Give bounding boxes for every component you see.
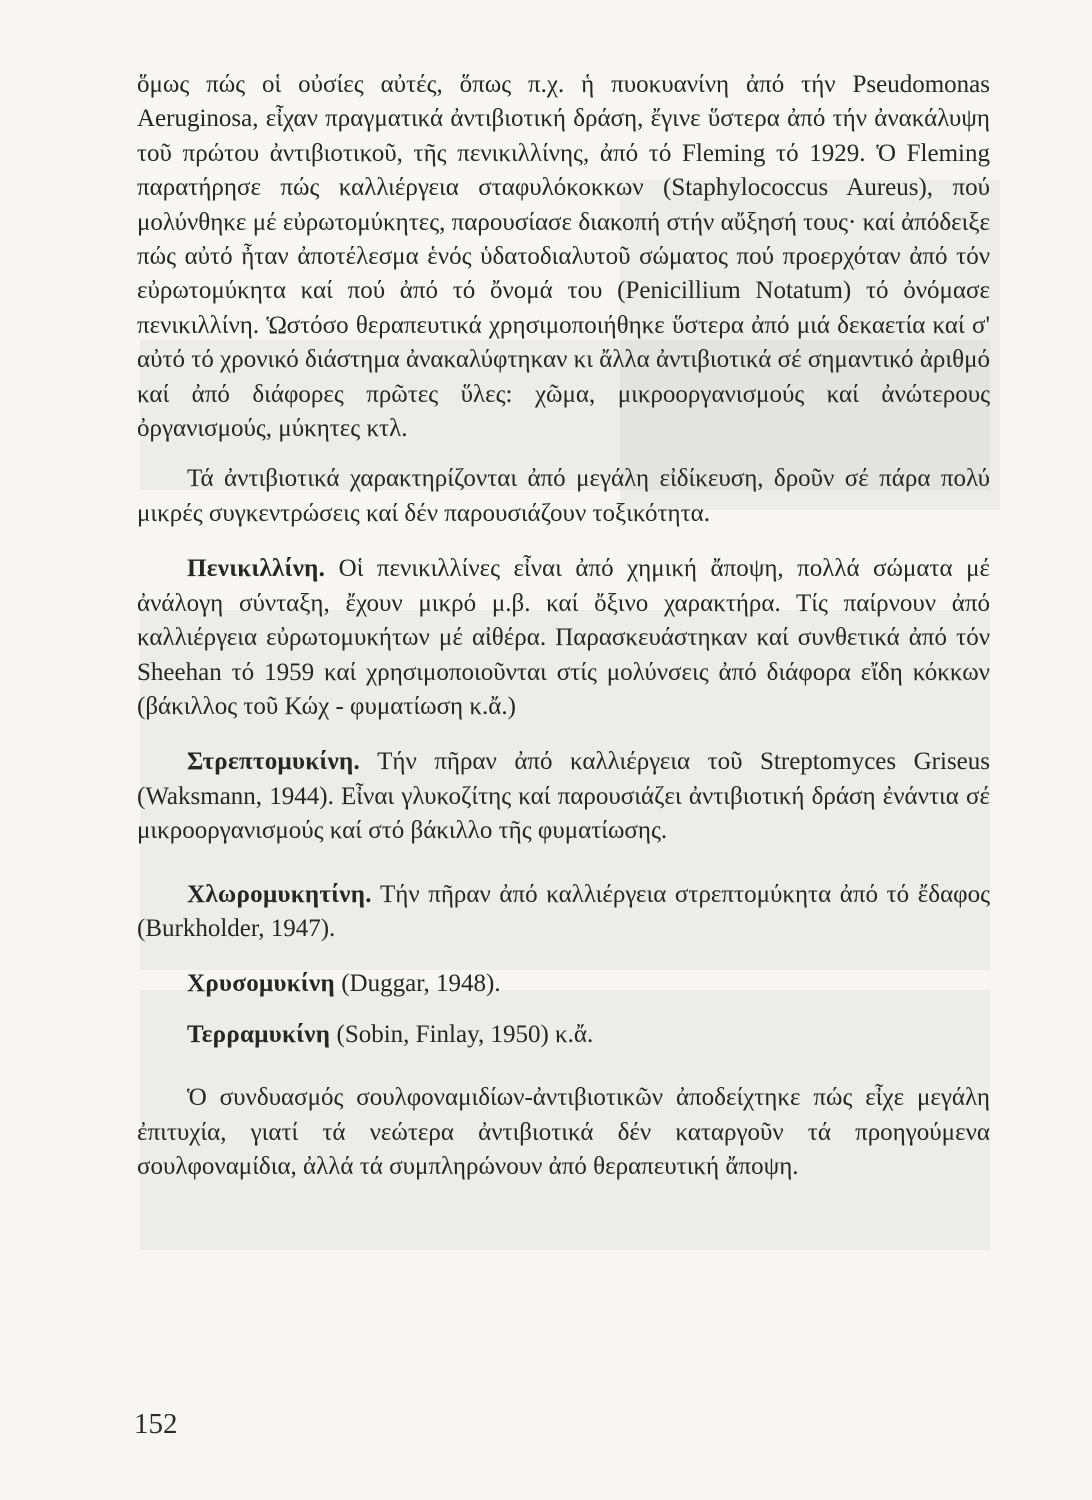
term-heading: Στρεπτομυκίνη. (187, 748, 361, 776)
paragraph-chloromycetin (137, 878, 990, 947)
paragraph-text: Τά ἀντιβιοτικά χαρακτηρίζονται ἀπό μεγάλη εἰδίκευση, δροῦν σέ πάρα πολύ μικρές συγκεντρώσεις καί δέν παρουσιάζουν τοξικότητα. (137, 465, 990, 527)
paragraph-text: (Sobin, Finlay, 1950) κ.ἄ. (330, 1020, 594, 1048)
paragraph-text: Τήν πῆραν ἀπό καλλιέργεια στρεπτομύκητα ἀπό τό ἔδαφος (Burkholder, 1947). (137, 880, 990, 942)
text-column (137, 68, 990, 1184)
term-heading: Τερραμυκίνη (187, 1020, 331, 1048)
paragraph-intro (137, 68, 990, 446)
page-number: 152 (134, 1408, 178, 1440)
paragraph-aureomycin (137, 967, 990, 1001)
paragraph-text: (Duggar, 1948). (334, 970, 501, 998)
paragraph-streptomycin (137, 745, 990, 848)
term-heading: Χλωρομυκητίνη. (187, 880, 372, 908)
term-heading: Πενικιλλίνη. (187, 555, 326, 583)
paragraph-text: Οἱ πενικιλλίνες εἶναι ἀπό χημική ἄποψη, πολλά σώματα μέ ἀνάλογη σύνταξη, ἔχουν μικρό μ.β. καί ὄξινο χαρακτήρα. Τίς παίρνουν ἀπό καλλιέργεια εὐρωτομυκήτων μέ αἰθέρα. Παρασκευάστηκαν καί συνθετικά ἀπό τόν Sheehan τό 1959 καί χρησιμοποιοῦνται στίς μολύνσεις ἀπό διάφορα εἴδη κόκκων (βάκιλλος τοῦ Κώχ - φυματίωση κ.ἄ.) (137, 555, 990, 720)
term-heading: Χρυσομυκίνη (187, 970, 335, 998)
paragraph-terramycin (137, 1018, 990, 1052)
paragraph-combination (137, 1081, 990, 1184)
paragraph-text: Ὁ συνδυασμός σουλφοναμιδίων-ἀντιβιοτικῶν ἀποδείχτηκε πώς εἶχε μεγάλη ἐπιτυχία, γιατί τά νεώτερα ἀντιβιοτικά δέν καταργοῦν τά προηγούμενα σουλφοναμίδια, ἀλλά τά συμπληρώνουν ἀπό θεραπευτική ἄποψη. (137, 1084, 990, 1180)
paragraph-text: Τήν πῆραν ἀπό καλλιέργεια τοῦ Streptomyces Griseus (Waksmann, 1944). Εἶναι γλυκοζίτης καί παρουσιάζει ἀντιβιοτική δράση ἐνάντια σέ μικροοργανισμούς καί στό βάκιλλο τῆς φυματίωσης. (137, 748, 990, 845)
paragraph-penicillin (137, 552, 990, 724)
paragraph-text: ὅμως πώς οἱ οὐσίες αὐτές, ὅπως π.χ. ἡ πυοκυανίνη ἀπό τήν Pseudomonas Aeruginosa, εἶχαν πραγματικά ἀντιβιοτική δράση, ἔγινε ὕστερα ἀπό τήν ἀνακάλυψη τοῦ πρώτου ἀντιβιοτικοῦ, τῆς πενικιλλίνης, ἀπό τό Fleming τό 1929. Ὁ Fleming παρατήρησε πώς καλλιέργεια σταφυλόκοκκων (Staphylococcus Aureus), πού μολύνθηκε μέ εὐρωτομύκητες, παρουσίασε διακοπή στήν αὔξησή τους· καί ἀπόδειξε πώς αὐτό ἦταν ἀποτέλεσμα ἑνός ὑδατοδιαλυτοῦ σώματος πού προερχόταν ἀπό τόν εὐρωτομύκητα καί πού ἀπό τό ὄνομά του (Penicillium Notatum) τό ὀνόμασε πενικιλλίνη. Ὡστόσο θεραπευτικά χρησιμοποιήθηκε ὕστερα ἀπό μιά δεκαετία καί σ' αὐτό τό χρονικό διάστημα ἀνακαλύφτηκαν κι ἄλλα ἀντιβιοτικά σέ σημαντικό ἀριθμό καί ἀπό διάφορες πρῶτες ὕλες: χῶμα, μικροοργανισμούς καί ἀνώτερους ὀργανισμούς, μύκητες κτλ. (137, 71, 990, 443)
paragraph-properties (137, 462, 990, 531)
